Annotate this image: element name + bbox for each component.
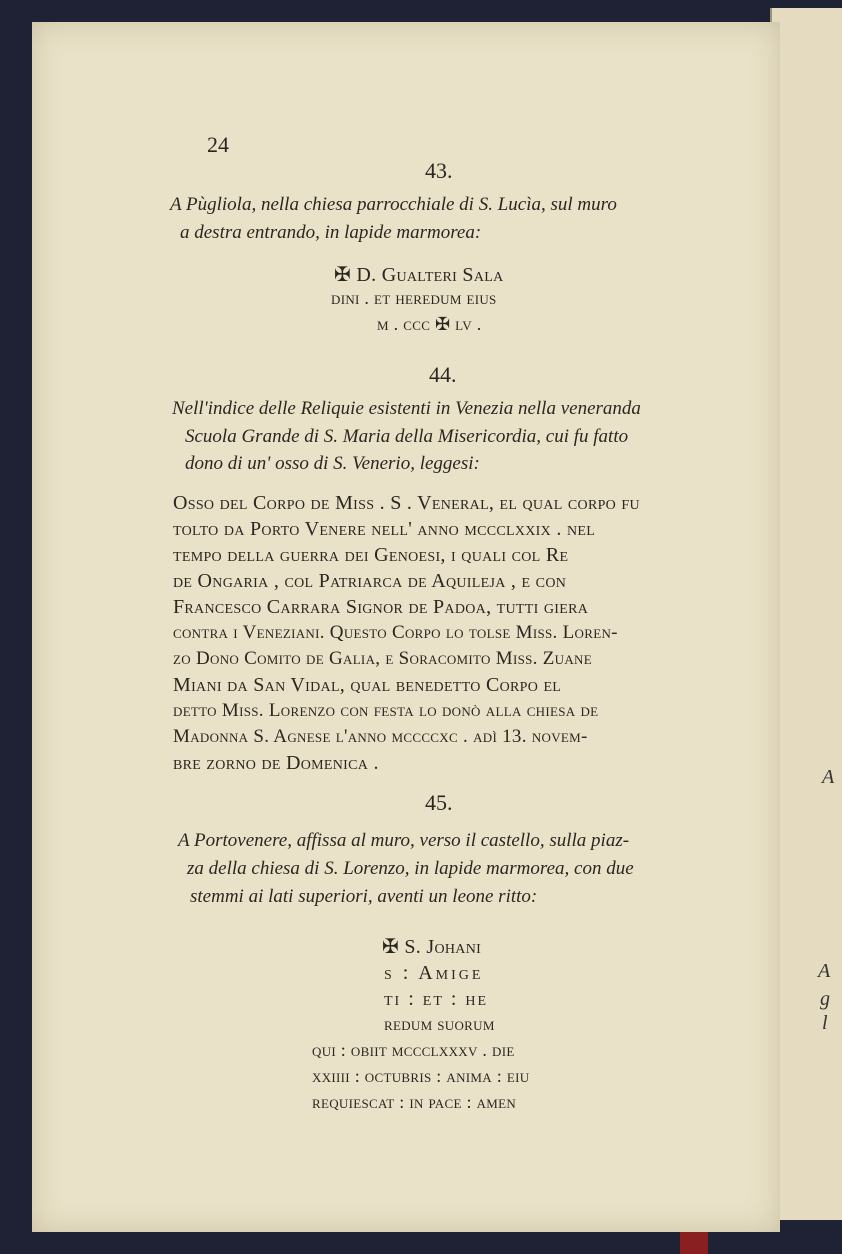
entry-number: 45.	[425, 790, 453, 815]
entry-intro-line: A Portovenere, affissa al muro, verso il castello, sulla piaz-	[178, 830, 630, 851]
text-line: Osso del Corpo de Miss . S . Veneral, el qual corpo fu	[173, 492, 640, 514]
next-page-fragment: g	[820, 988, 830, 1010]
inscription-line: xxiiii : octubris : anima : eiu	[312, 1066, 530, 1086]
text-line: tempo della guerra dei Genoesi, i quali col Re	[173, 544, 569, 566]
text-line: de Ongaria , col Patriarca de Aquileja , e con	[173, 570, 567, 592]
inscription-line: s : Amige	[384, 962, 484, 984]
inscription-line: redum suorum	[384, 1014, 495, 1034]
entry-intro-line: stemmi ai lati superiori, aventi un leone ritto:	[190, 886, 538, 907]
inscription-line: dini . et heredum eius	[331, 288, 497, 308]
entry-intro-line: A Pùgliola, nella chiesa parrocchiale di S. Lucìa, sul muro	[170, 194, 617, 215]
text-line: tolto da Porto Venere nell' anno mccclxxix . nel	[173, 518, 596, 540]
entry-number: 43.	[425, 158, 453, 183]
text-line: Miani da San Vidal, qual benedetto Corpo el	[173, 674, 562, 696]
page-number: 24	[207, 132, 229, 157]
entry-intro-line: Scuola Grande di S. Maria della Misericordia, cui fu fatto	[185, 426, 629, 447]
next-page-edge	[770, 8, 842, 1220]
entry-intro-line: za della chiesa di S. Lorenzo, in lapide marmorea, con due	[187, 858, 634, 879]
entry-intro-line: Nell'indice delle Reliquie esistenti in Venezia nella veneranda	[172, 398, 641, 419]
entry-number: 44.	[429, 362, 457, 387]
inscription-line: ✠ S. Johani	[382, 936, 482, 958]
next-page-fragment: l	[822, 1012, 828, 1034]
entry-intro-line: dono di un' osso di S. Venerio, leggesi:	[185, 453, 480, 474]
text-line: detto Miss. Lorenzo con festa lo donò alla chiesa de	[173, 700, 599, 721]
inscription-line: ti : et : he	[384, 988, 489, 1010]
text-line: Madonna S. Agnese l'anno mccccxc . adì 13. novem-	[173, 726, 588, 747]
inscription-line: ✠ D. Gualteri Sala	[334, 264, 504, 286]
entry-intro-line: a destra entrando, in lapide marmorea:	[180, 222, 482, 243]
book-page	[32, 22, 780, 1232]
next-page-fragment: A	[818, 960, 831, 982]
text-line: Francesco Carrara Signor de Padoa, tutti giera	[173, 596, 589, 618]
inscription-line: qui : obiit mccclxxxv . die	[312, 1040, 515, 1060]
text-line: bre zorno de Domenica .	[173, 752, 379, 774]
inscription-line: m . ccc ✠ lv .	[377, 314, 482, 334]
text-line: zo Dono Comito de Galia, e Soracomito Miss. Zuane	[173, 648, 592, 669]
next-page-fragment: A	[822, 766, 835, 788]
inscription-line: requiescat : in pace : amen	[312, 1092, 517, 1112]
text-line: contra i Veneziani. Questo Corpo lo tolse Miss. Loren-	[173, 622, 618, 643]
